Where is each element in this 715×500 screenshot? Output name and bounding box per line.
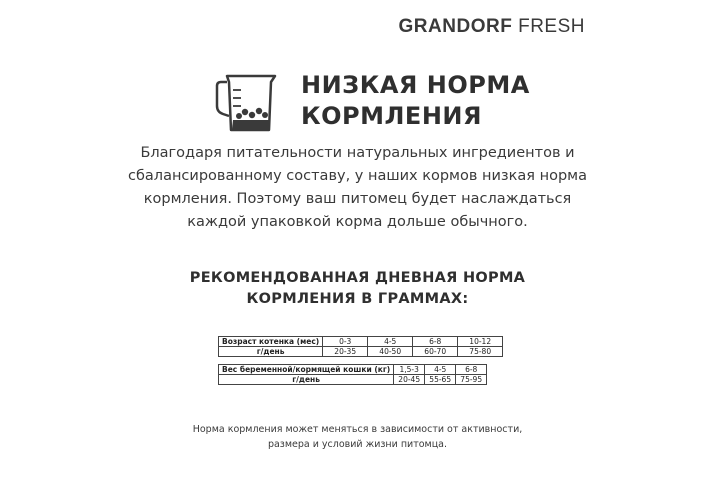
table-header-cell: Вес беременной/кормящей кошки (кг) (219, 365, 394, 375)
table-header-cell: 6-8 (413, 337, 458, 347)
feeding-note (150, 422, 565, 452)
note-line: Норма кормления может меняться в зависимости от активности, (192, 424, 523, 435)
table-header-cell: 6-8 (456, 365, 487, 375)
subheading-line: РЕКОМЕНДОВАННАЯ ДНЕВНАЯ НОРМА (189, 270, 526, 286)
pregnant-cat-feeding-table (218, 364, 487, 385)
table-cell: 55-65 (425, 375, 456, 385)
table-cell: 20-35 (323, 347, 368, 357)
feeding-norm-heading (150, 268, 565, 310)
table-header-cell: 4-5 (368, 337, 413, 347)
hero-title-line: НИЗКАЯ НОРМА (301, 71, 530, 99)
table-cell: 60-70 (413, 347, 458, 357)
hero-title (301, 70, 530, 132)
measuring-jug-icon (215, 68, 285, 134)
table-header-cell: 0-3 (323, 337, 368, 347)
hero-title-line: КОРМЛЕНИЯ (301, 102, 482, 130)
note-line: размера и условий жизни питомца. (267, 439, 448, 450)
table-header-cell: Возраст котенка (мес) (219, 337, 323, 347)
table-row-label: г/день (219, 347, 323, 357)
description-paragraph (120, 142, 595, 234)
table-cell: 75-80 (458, 347, 503, 357)
description-line: кормления. Поэтому ваш питомец будет наслаждаться (143, 191, 572, 207)
subheading-line: КОРМЛЕНИЯ В ГРАММАХ: (246, 291, 469, 307)
table-row (219, 347, 503, 357)
table-row (219, 337, 503, 347)
table-cell: 20-45 (394, 375, 425, 385)
brand-logo (399, 16, 585, 38)
table-cell: 40-50 (368, 347, 413, 357)
table-row (219, 375, 487, 385)
hero-section (215, 68, 530, 134)
table-cell: 75-95 (456, 375, 487, 385)
table-header-cell: 10-12 (458, 337, 503, 347)
table-header-cell: 4-5 (425, 365, 456, 375)
kitten-feeding-table (218, 336, 503, 357)
table-row (219, 365, 487, 375)
table-row-label: г/день (219, 375, 394, 385)
description-line: сбалансированному составу, у наших кормов низкая норма (128, 168, 587, 184)
brand-name-light: FRESH (518, 16, 585, 37)
brand-name-bold: GRANDORF (398, 16, 513, 37)
description-line: Благодаря питательности натуральных ингредиентов и (140, 145, 575, 161)
description-line: каждой упаковкой корма дольше обычного. (187, 214, 528, 230)
table-header-cell: 1,5-3 (394, 365, 425, 375)
